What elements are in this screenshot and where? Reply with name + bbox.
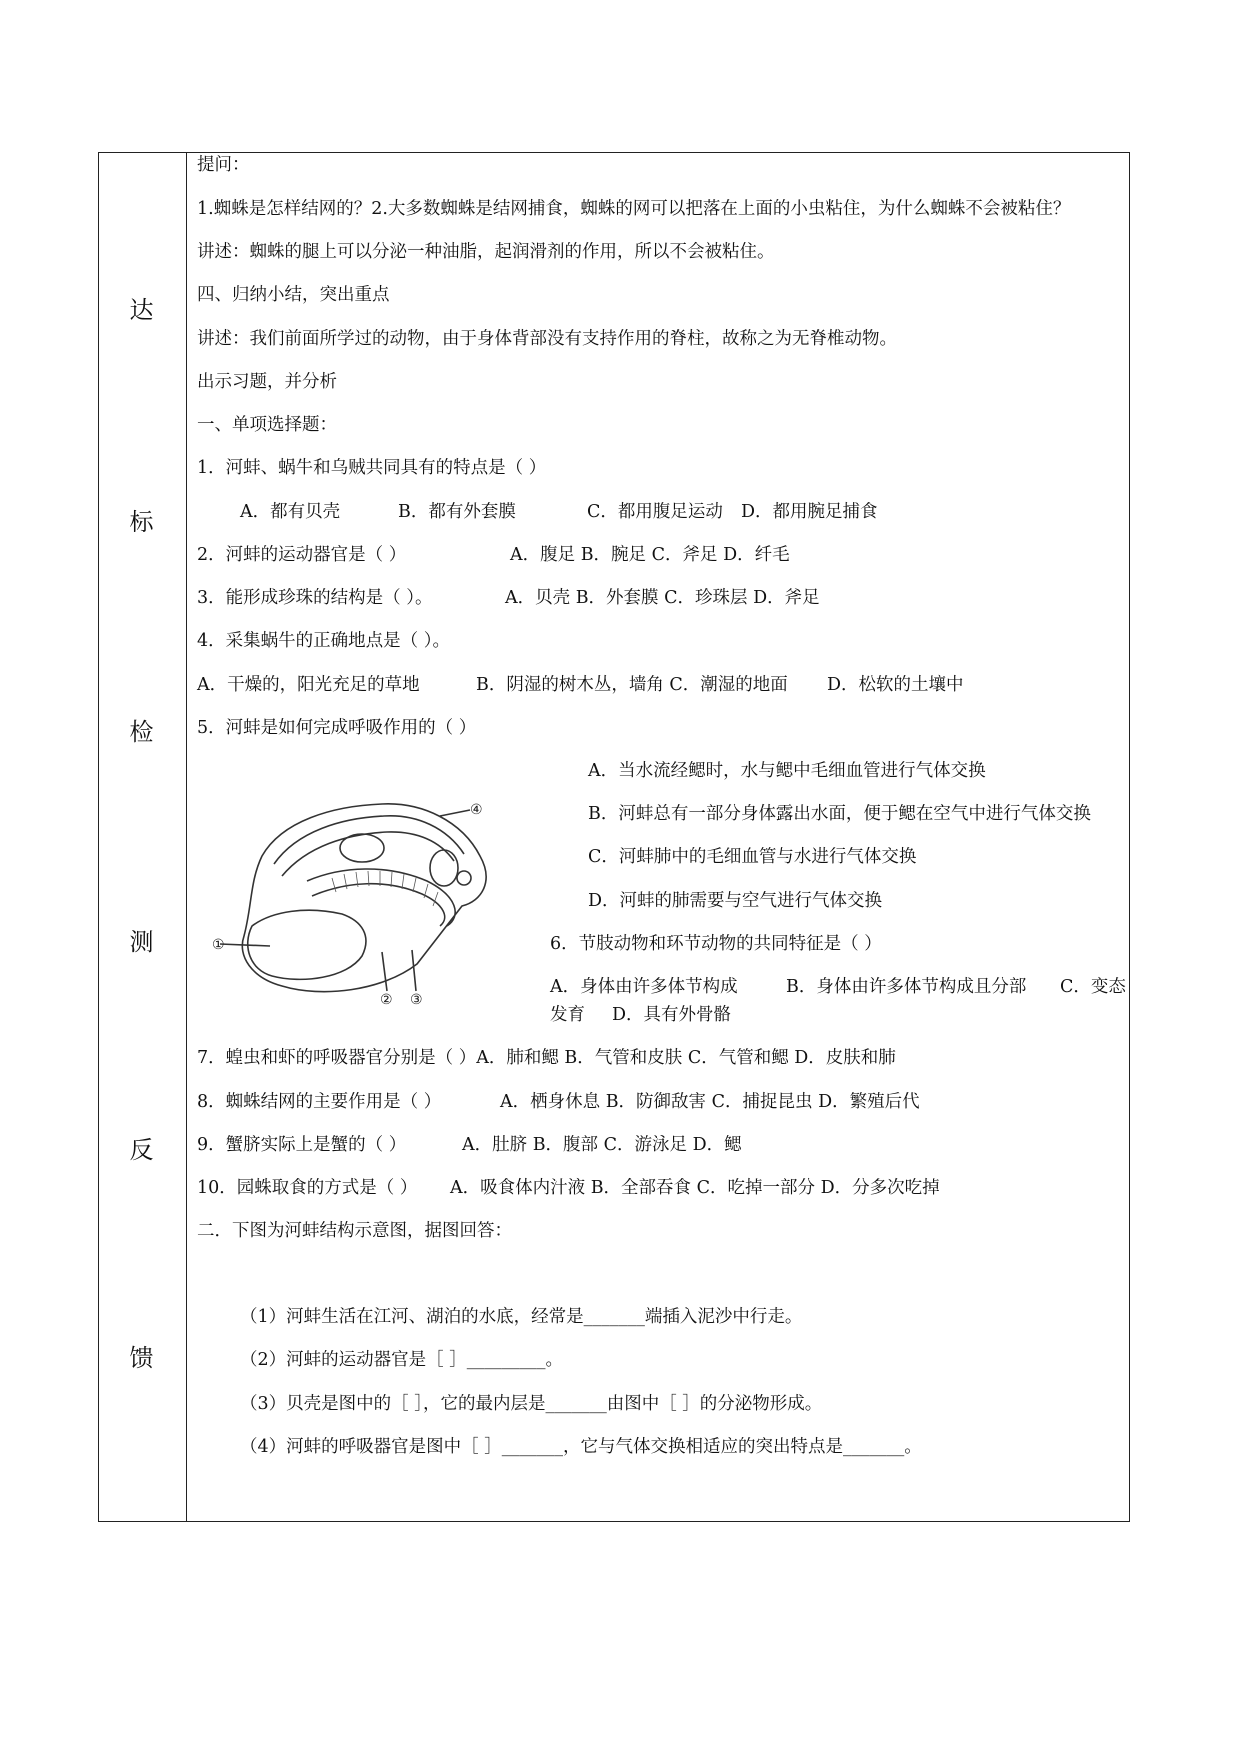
options: A．栖身休息 B．防御敌害 C．捕捉昆虫 D．繁殖后代 bbox=[500, 1092, 920, 1112]
options: A．肚脐 B．腹部 C．游泳足 D．鳃 bbox=[462, 1135, 742, 1155]
question-9: 9．蟹脐实际上是蟹的（ ） bbox=[197, 1135, 407, 1155]
fill-question: （3）贝壳是图中的［ ］，它的最内层是_______由图中［ ］的分泌物形成。 bbox=[240, 1394, 823, 1414]
fill-question: （2）河蚌的运动器官是［ ］_________。 bbox=[240, 1350, 563, 1370]
question-5: 5．河蚌是如何完成呼吸作用的（ ） bbox=[197, 718, 477, 738]
question-10: 10．园蛛取食的方式是（ ） bbox=[197, 1178, 418, 1198]
option: B．都有外套膜 bbox=[398, 502, 516, 522]
option: D．河蚌的肺需要与空气进行气体交换 bbox=[588, 891, 883, 911]
text-line: 讲述：蜘蛛的腿上可以分泌一种油脂，起润滑剂的作用，所以不会被粘住。 bbox=[197, 242, 775, 262]
option: D．都用腕足捕食 bbox=[741, 502, 878, 522]
option: A．干燥的，阳光充足的草地 bbox=[197, 675, 420, 695]
question-8: 8．蜘蛛结网的主要作用是（ ） bbox=[197, 1092, 442, 1112]
figure-label: ② bbox=[380, 992, 393, 1006]
option: B．河蚌总有一部分身体露出水面，便于鳃在空气中进行气体交换 bbox=[588, 804, 1091, 824]
question-4: 4．采集蜗牛的正确地点是（ ）。 bbox=[197, 631, 450, 651]
section-heading: 二．下图为河蚌结构示意图，据图回答： bbox=[197, 1221, 512, 1241]
fill-question: （4）河蚌的呼吸器官是图中［ ］_______，它与气体交换相适应的突出特点是_______。 bbox=[240, 1437, 922, 1457]
figure-label: ④ bbox=[470, 802, 483, 818]
side-label-char: 达 bbox=[129, 296, 154, 324]
option: B．身体由许多体节构成且分部 bbox=[786, 977, 1027, 997]
option: C．变态 bbox=[1060, 977, 1126, 997]
text-line: 讲述：我们前面所学过的动物，由于身体背部没有支持作用的脊柱，故称之为无脊椎动物。 bbox=[197, 329, 897, 349]
section-heading: 四、归纳小结，突出重点 bbox=[197, 285, 390, 305]
options: A．腹足 B．腕足 C．斧足 D．纤毛 bbox=[510, 545, 790, 565]
side-label-char: 反 bbox=[129, 1136, 154, 1164]
section-heading: 一、单项选择题： bbox=[197, 415, 337, 435]
text-line: 提问： bbox=[197, 155, 250, 175]
option-continued: 发育 bbox=[550, 1005, 585, 1025]
fill-question: （1）河蚌生活在江河、湖泊的水底，经常是_______端插入泥沙中行走。 bbox=[240, 1307, 803, 1327]
option: D．具有外骨骼 bbox=[612, 1005, 732, 1025]
side-label-char: 检 bbox=[129, 718, 154, 746]
option: D．松软的土壤中 bbox=[827, 675, 964, 695]
option: B．阴湿的树木丛，墙角 C．潮湿的地面 bbox=[476, 675, 788, 695]
option: A．身体由许多体节构成 bbox=[550, 977, 738, 997]
question-7: 7．蝗虫和虾的呼吸器官分别是（ ）A．肺和鳃 B．气管和皮肤 C．气管和鳃 D．皮肤和肺 bbox=[197, 1048, 896, 1068]
side-label-char: 测 bbox=[129, 928, 154, 956]
text-line: 1.蜘蛛是怎样结网的？2.大多数蜘蛛是结网捕食，蜘蛛的网可以把落在上面的小虫粘住，为什么蜘蛛不会被粘住？ bbox=[197, 199, 1071, 219]
figure-label: ③ bbox=[410, 992, 423, 1006]
question-2: 2．河蚌的运动器官是（ ） bbox=[197, 545, 407, 565]
options: A．吸食体内汁液 B．全部吞食 C．吃掉一部分 D．分多次吃掉 bbox=[450, 1178, 940, 1198]
column-divider bbox=[186, 153, 187, 1521]
side-label-char: 馈 bbox=[129, 1344, 154, 1372]
figure-label: ① bbox=[212, 937, 225, 953]
options: A．贝壳 B．外套膜 C．珍珠层 D．斧足 bbox=[505, 588, 820, 608]
question-1: 1．河蚌、蜗牛和乌贼共同具有的特点是（ ） bbox=[197, 458, 547, 478]
question-3: 3．能形成珍珠的结构是（ ）。 bbox=[197, 588, 433, 608]
mussel-structure-diagram bbox=[212, 786, 512, 1006]
side-label-char: 标 bbox=[129, 508, 154, 536]
option: A．当水流经鳃时，水与鳃中毛细血管进行气体交换 bbox=[588, 761, 986, 781]
option: C．河蚌肺中的毛细血管与水进行气体交换 bbox=[588, 847, 917, 867]
option: C．都用腹足运动 bbox=[587, 502, 723, 522]
question-6: 6．节肢动物和环节动物的共同特征是（ ） bbox=[550, 934, 882, 954]
option: A．都有贝壳 bbox=[240, 502, 341, 522]
text-line: 出示习题，并分析 bbox=[197, 372, 337, 392]
